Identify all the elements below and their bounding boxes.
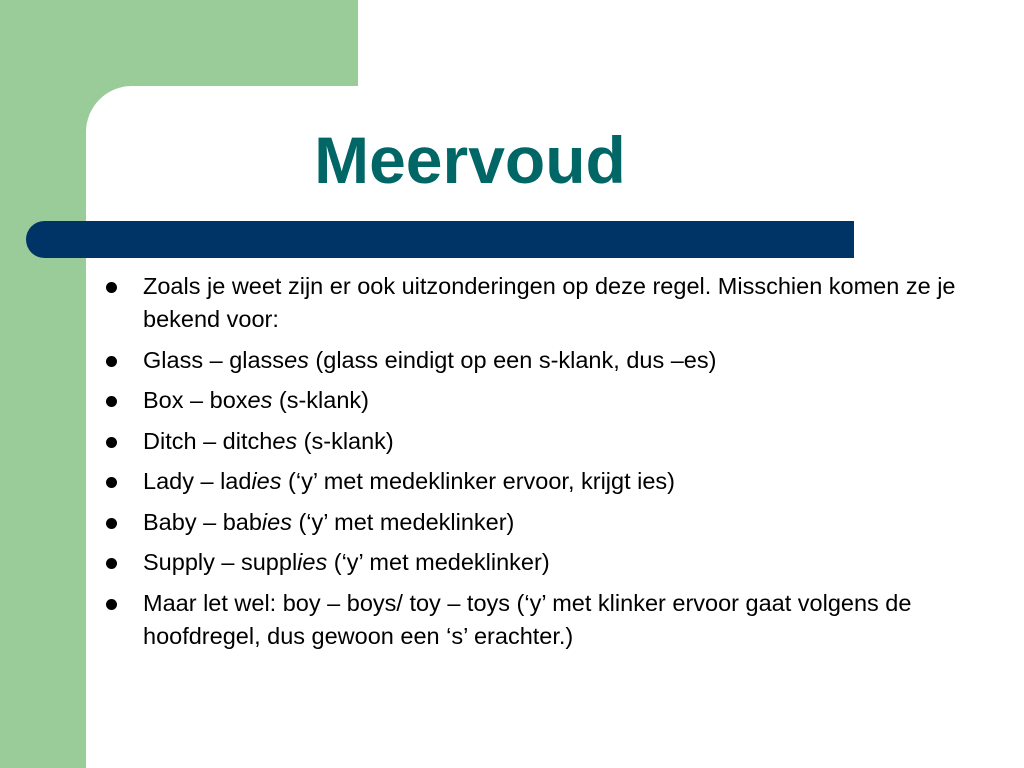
bullet-text-italic: ies: [251, 468, 282, 494]
bullet-list: [104, 270, 964, 660]
bullet-text-segment: Lady – lad: [143, 468, 252, 494]
bullet-dot-icon: [106, 477, 117, 488]
bullet-item: [104, 270, 964, 336]
bullet-item: [104, 384, 964, 417]
slide-title: Meervoud: [314, 123, 626, 197]
bullet-text: [143, 347, 716, 373]
bullet-text-italic: ies: [261, 508, 292, 535]
bullet-text-segment: Supply – suppl: [143, 549, 298, 575]
bullet-text: [143, 509, 514, 535]
bullet-dot-icon: [106, 356, 117, 367]
bullet-item: [104, 506, 964, 539]
bullet-text: [143, 549, 550, 575]
bullet-dot-icon: [106, 518, 117, 529]
bullet-text: [143, 387, 369, 413]
bullet-text-segment: (‘y’ met medeklinker ervoor, krijgt ies): [281, 468, 676, 494]
bullet-text-segment: Zoals je weet zijn er ook uitzonderingen op deze regel. Misschien komen ze je bekend voor:: [143, 273, 956, 332]
bullet-dot-icon: [106, 396, 117, 407]
bullet-text-segment: Baby – bab: [143, 508, 262, 535]
bullet-text: [143, 273, 956, 332]
title-underline-bar: [26, 221, 854, 258]
bullet-dot-icon: [106, 282, 117, 293]
bullet-item: [104, 425, 964, 458]
bullet-text: [143, 428, 394, 454]
bullet-text-italic: es: [272, 427, 298, 454]
bullet-text-segment: (s-klank): [272, 387, 369, 413]
bullet-dot-icon: [106, 437, 117, 448]
bullet-item: [104, 344, 964, 377]
bullet-text-italic: es: [247, 387, 273, 413]
bullet-text-segment: (glass eindigt op een s-klank, dus –es): [308, 346, 717, 373]
bullet-text-segment: Maar let wel: boy – boys/ toy – toys (‘y’ met klinker ervoor gaat volgens de hoofdregel, dus gewoon een ‘s’ erachter.): [143, 589, 912, 649]
bullet-text-italic: ies: [297, 549, 328, 575]
bullet-text: [143, 468, 675, 494]
bullet-item: [104, 546, 964, 579]
bullet-text-segment: (‘y’ met medeklinker): [327, 549, 550, 575]
bullet-text-segment: Box – box: [143, 387, 248, 413]
bullet-text-italic: es: [284, 346, 309, 373]
bullet-text-segment: (‘y’ met medeklinker): [291, 508, 515, 535]
bullet-item: [104, 465, 964, 498]
bullet-text-segment: (s-klank): [297, 427, 394, 454]
bullet-text: [143, 590, 911, 649]
bullet-text-segment: Ditch – ditch: [143, 427, 273, 454]
bullet-text-segment: Glass – glass: [143, 346, 285, 373]
bullet-dot-icon: [106, 599, 117, 610]
bullet-item: [104, 587, 964, 653]
bullet-dot-icon: [106, 558, 117, 569]
